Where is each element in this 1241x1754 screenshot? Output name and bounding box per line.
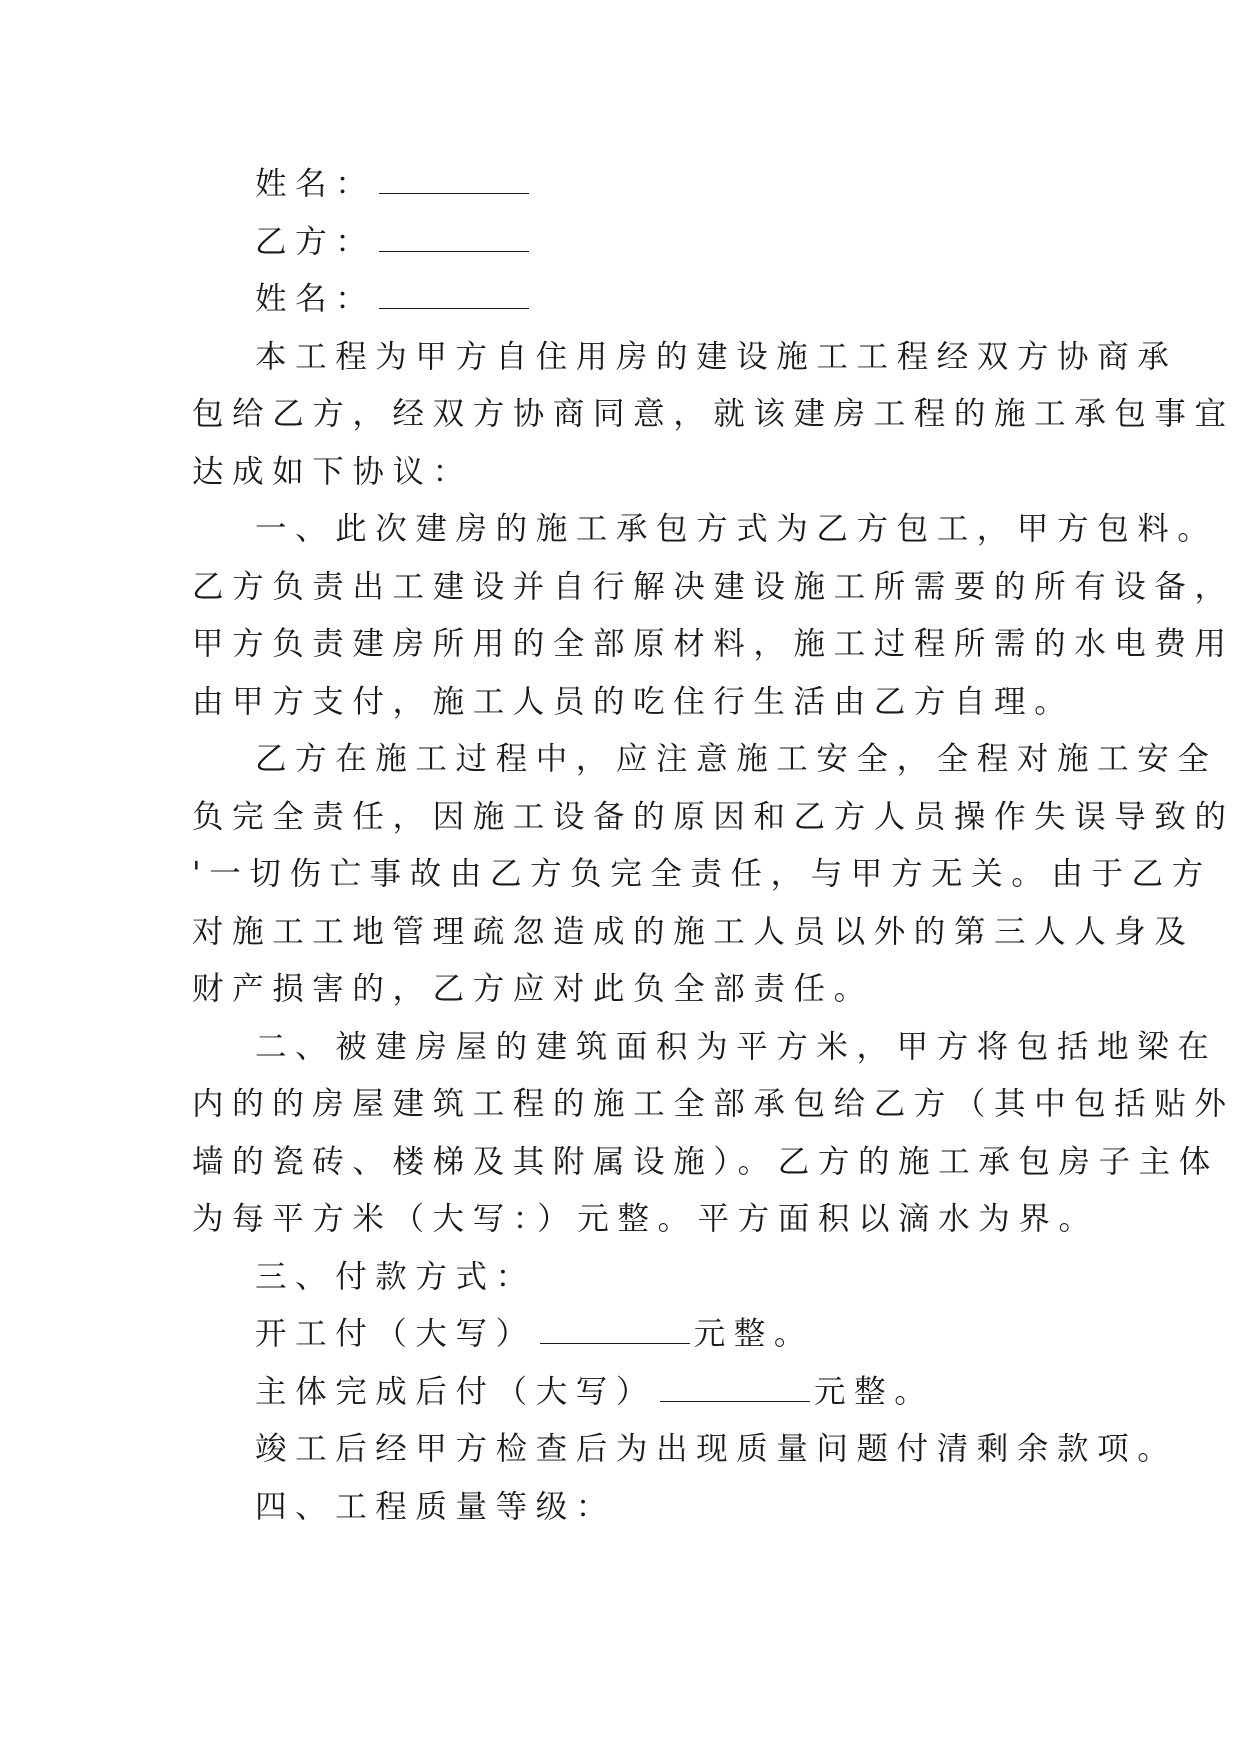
document-line [192,961,1052,1019]
document-line [192,156,1052,214]
document-line [192,1249,1052,1307]
fill-in-blank [379,173,529,194]
line-text: 姓名： [255,166,376,202]
line-suffix: 元整。 [693,1316,815,1352]
document-line [192,789,1235,847]
line-text: 达成如下协议： [192,453,473,490]
line-text: '一切伤亡事故由乙方负完全责任，与甲方无关。由于乙方 [192,856,1212,892]
line-text: 财产损害的，乙方应对此负全部责任。 [192,971,874,1007]
document-line [192,501,1218,559]
line-suffix: 元整。 [814,1373,935,1410]
line-text: 姓名： [255,281,376,317]
line-text: 负完全责任，因施工设备的原因和乙方人员操作失误导致的 [192,798,1235,835]
fill-in-blank [540,1323,690,1344]
document-line [192,271,1052,329]
line-text: 主体完成后付（大写） [255,1373,657,1410]
fill-in-blank [379,231,529,252]
line-text: 包给乙方，经双方协商同意，就该建房工程的施工承包事宜 [192,396,1235,432]
document-line [192,1134,1219,1192]
line-text: 墙的瓷砖、楼梯及其附属设施）。乙方的施工承包房子主体 [192,1143,1219,1180]
line-text: 乙方在施工过程中，应注意施工安全，全程对施工安全 [255,741,1218,777]
document-line [192,904,1195,962]
line-text: 对施工工地管理疏忽造成的施工人员以外的第三人人身及 [192,913,1195,950]
document-line [192,1306,1052,1364]
fill-in-blank [379,288,529,309]
document-line [192,616,1235,674]
document-line [192,559,1235,617]
line-text: 一、此次建房的施工承包方式为乙方包工，甲方包料。 [255,511,1218,547]
document-line [192,1479,1052,1537]
document-line [192,731,1218,789]
line-text: 开工付（大写） [255,1316,536,1352]
document-line [192,444,1052,502]
fill-in-blank [660,1381,810,1402]
line-text: 内的的房屋建筑工程的施工全部承包给乙方（其中包括贴外 [192,1086,1235,1122]
line-text: 乙方： [255,223,376,260]
line-text: 甲方负责建房所用的全部原材料，施工过程所需的水电费用 [192,626,1235,662]
document-line [192,1019,1218,1077]
document-line [192,214,1052,272]
document-line [192,1364,1052,1422]
line-text: 二、被建房屋的建筑面积为平方米，甲方将包括地梁在 [255,1028,1218,1065]
line-text: 竣工后经甲方检查后为出现质量问题付清剩余款项。 [255,1431,1178,1467]
document-line [192,1191,1099,1249]
document-line [192,846,1212,904]
document-line [192,1076,1235,1134]
line-text: 为每平方米（大写：）元整。平方面积以滴水为界。 [192,1201,1099,1237]
document-line [192,674,1075,732]
line-text: 乙方负责出工建设并自行解决建设施工所需要的所有设备， [192,568,1235,605]
document-line [192,1421,1178,1479]
document-body [192,156,1235,1536]
document-line [192,329,1178,387]
line-text: 四、工程质量等级： [255,1488,616,1525]
line-text: 三、付款方式： [255,1258,536,1295]
line-text: 由甲方支付，施工人员的吃住行生活由乙方自理。 [192,683,1075,720]
document-line [192,386,1235,444]
line-text: 本工程为甲方自住用房的建设施工工程经双方协商承 [255,338,1178,375]
